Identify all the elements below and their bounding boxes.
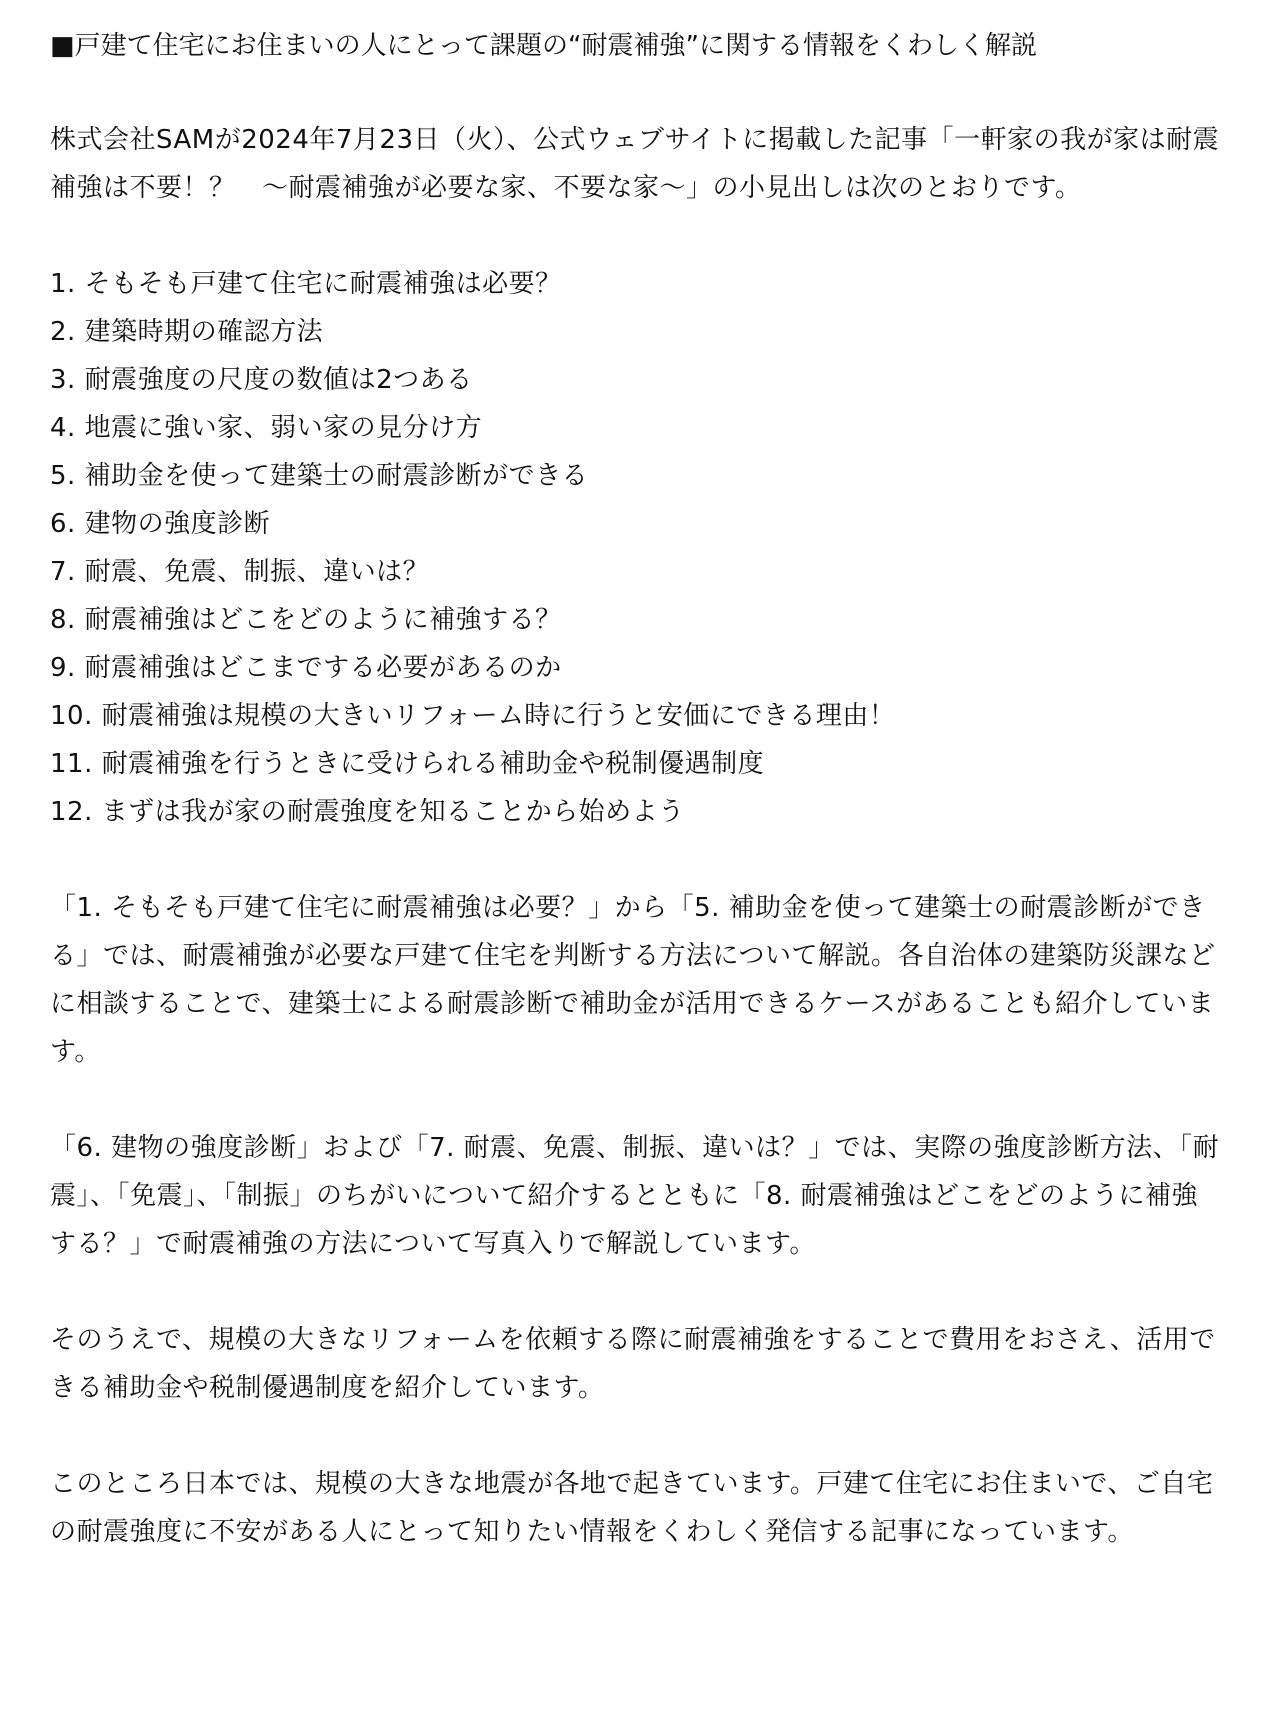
body-paragraph: このところ日本では、規模の大きな地震が各地で起きています。戸建て住宅にお住まいで、ご自宅の耐震強度に不安がある人にとって知りたい情報をくわしく発信する記事になっています。: [50, 1469, 1214, 1547]
spacer: [50, 1268, 1220, 1316]
spacer: [50, 1076, 1220, 1124]
spacer: [50, 1412, 1220, 1460]
body-paragraph: 「6. 建物の強度診断」および「7. 耐震、免震、制振、違いは？」では、実際の強度診断方法、「耐震」、「免震」、「制振」のちがいについて紹介するとともに「8. 耐震補強はどこをどのように補強する？」で耐震補強の方法について写真入りで解説しています。: [50, 1133, 1220, 1259]
list-item: 2. 建築時期の確認方法: [50, 317, 324, 347]
intro-paragraph: 株式会社SAMが2024年7月23日（火）、公式ウェブサイトに掲載した記事「一軒家の我が家は耐震補強は不要！？ ～耐震補強が必要な家、不要な家～」の小見出しは次のとおりです。: [50, 125, 1220, 203]
subheading-list: [50, 260, 1220, 836]
list-item: 4. 地震に強い家、弱い家の見分け方: [50, 413, 483, 443]
spacer: [50, 836, 1220, 884]
list-item: 9. 耐震補強はどこまでする必要があるのか: [50, 653, 562, 683]
list-item: 8. 耐震補強はどこをどのように補強する？: [50, 605, 562, 635]
spacer: [50, 70, 1220, 116]
list-item: 12. まずは我が家の耐震強度を知ることから始めよう: [50, 797, 685, 827]
document-heading: ■戸建て住宅にお住まいの人にとって課題の“耐震補強”に関する情報をくわしく解説: [50, 31, 1037, 61]
list-item: 3. 耐震強度の尺度の数値は2つある: [50, 365, 473, 395]
list-item: 10. 耐震補強は規模の大きいリフォーム時に行うと安価にできる理由！: [50, 701, 896, 731]
body-paragraph: そのうえで、規模の大きなリフォームを依頼する際に耐震補強をすることで費用をおさえ、活用できる補助金や税制優遇制度を紹介しています。: [50, 1325, 1216, 1403]
list-item: 5. 補助金を使って建築士の耐震診断ができる: [50, 461, 589, 491]
list-item: 7. 耐震、免震、制振、違いは？: [50, 557, 430, 587]
list-item: 11. 耐震補強を行うときに受けられる補助金や税制優遇制度: [50, 749, 765, 779]
body-paragraph: 「1. そもそも戸建て住宅に耐震補強は必要？」から「5. 補助金を使って建築士の耐震診断ができる」では、耐震補強が必要な戸建て住宅を判断する方法について解説。各自治体の建築防災課などに相談することで、建築士による耐震診断で補助金が活用できるケースがあることも紹介しています。: [50, 893, 1216, 1067]
spacer: [50, 212, 1220, 260]
document-page: [50, 22, 1220, 1556]
list-item: 6. 建物の強度診断: [50, 509, 271, 539]
list-item: 1. そもそも戸建て住宅に耐震補強は必要？: [50, 269, 562, 299]
